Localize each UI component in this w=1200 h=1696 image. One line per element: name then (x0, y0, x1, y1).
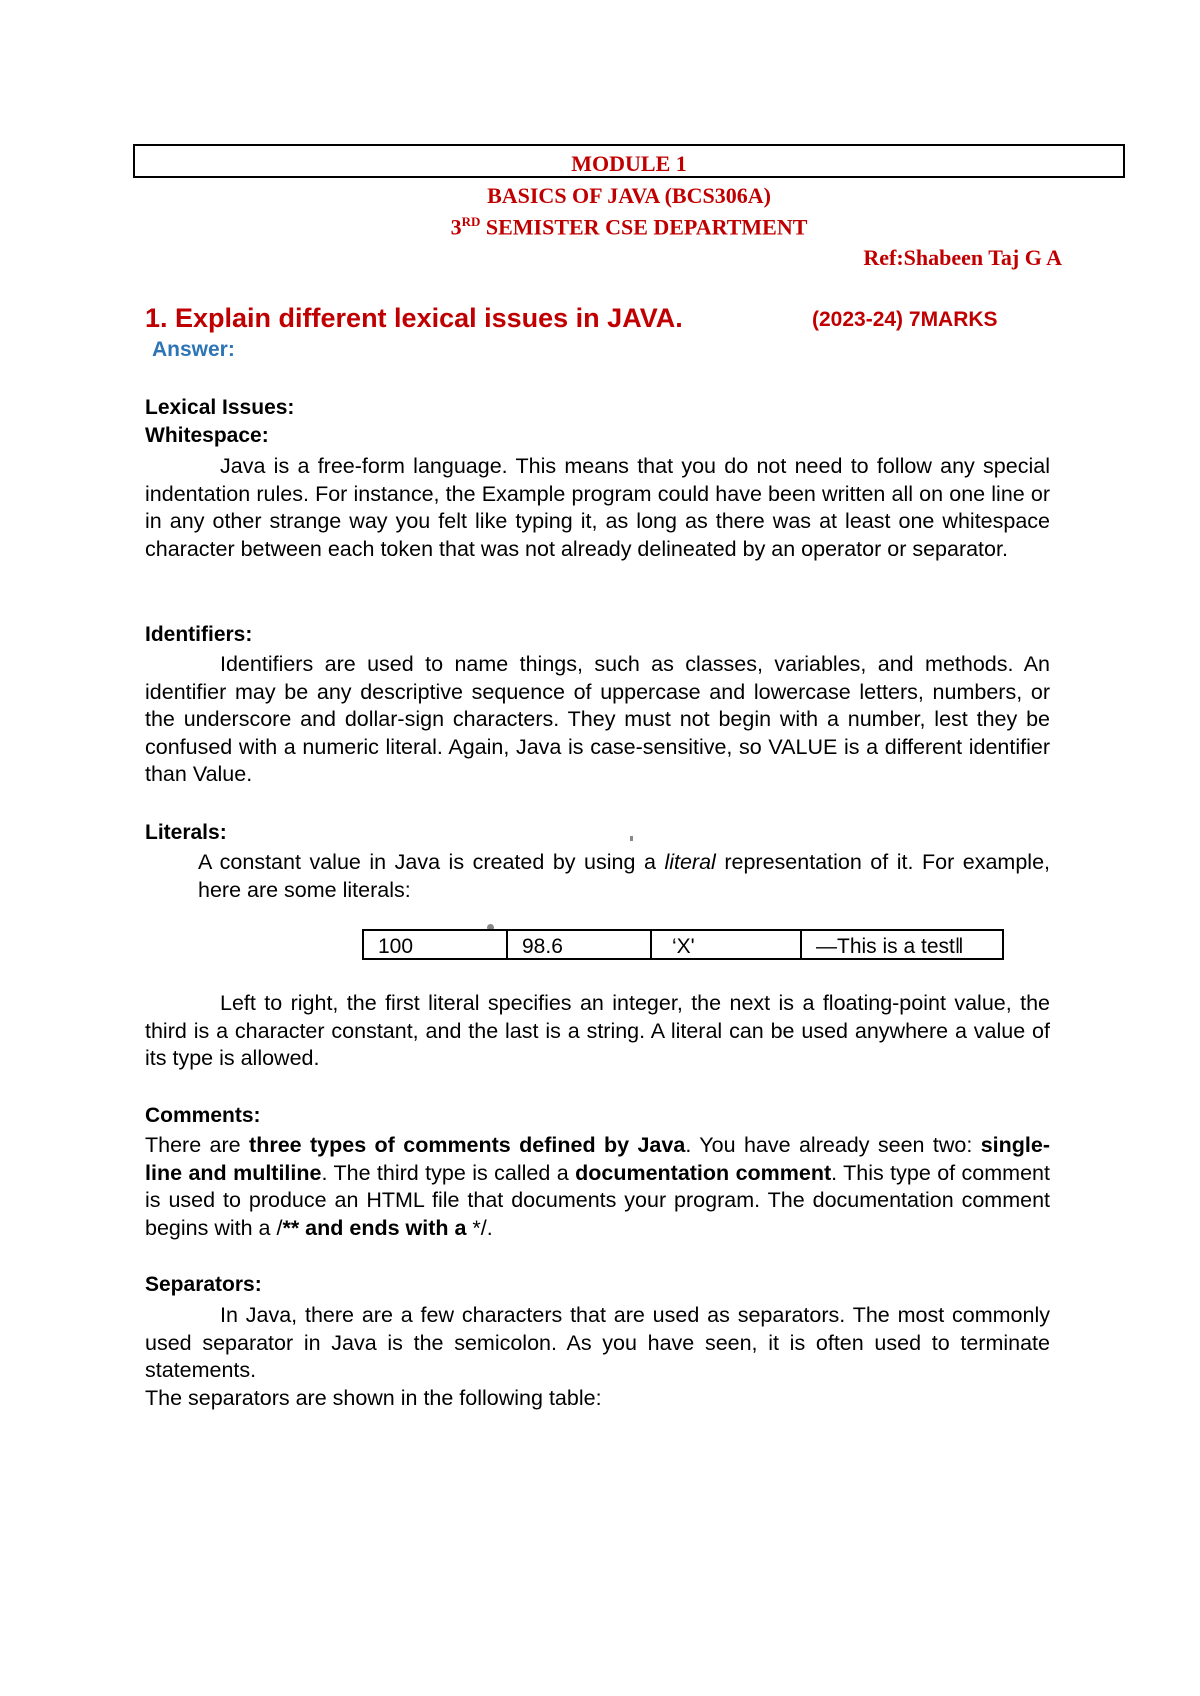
comments-b4: ** and ends with a (282, 1215, 473, 1240)
literals-after-text: Left to right, the first literal specifies an integer, the next is a floating-point value, the third is a character constant, and the last is a string. A literal can be used anywhere a value of its type is allowed. (145, 991, 1050, 1070)
comments-b2: single-line and multiline (145, 1133, 1051, 1185)
whitespace-text: Java is a free-form language. This means that you do not need to follow any special indentation rules. For instance, the Example program could have been written all on one line or in any other strange way you felt like typing it, as long as there was at least one whitespace character between each token that was not already delineated by an operator or separator. (145, 454, 1050, 561)
literals-after-paragraph (145, 990, 1050, 1073)
literal-cell: 100 (363, 930, 507, 959)
question-title: 1. Explain different lexical issues in JAVA. (145, 303, 683, 333)
semester-line (0, 214, 1200, 240)
lexical-heading: Lexical Issues: (145, 396, 295, 419)
literal-cell: ‘X' (651, 930, 801, 959)
semester-sup: RD (461, 214, 481, 229)
comments-t3: . The third type is called a (321, 1160, 576, 1185)
reference: Ref:Shabeen Taj G A (863, 245, 1062, 270)
separators-paragraph (145, 1302, 1050, 1385)
comments-t1: There are (145, 1133, 250, 1157)
literal-cell: —This is a test‖ (801, 930, 1003, 959)
comments-paragraph (145, 1132, 1050, 1242)
literals-text-pre: A constant value in Java is created by using a (198, 850, 665, 874)
semester-rest: SEMISTER CSE DEPARTMENT (480, 214, 808, 240)
identifiers-heading: Identifiers: (145, 623, 253, 646)
literals-text-em: literal (664, 850, 716, 874)
comments-b1: three types of comments defined by Java (249, 1133, 686, 1157)
comments-t2: . You have already seen two: (685, 1133, 981, 1157)
question-marks: (2023-24) 7MARKS (812, 308, 998, 331)
identifiers-paragraph (145, 651, 1050, 789)
stray-tick-mark (630, 836, 633, 841)
separators-heading: Separators: (145, 1273, 262, 1296)
literal-cell: 98.6 (507, 930, 651, 959)
whitespace-heading: Whitespace: (145, 424, 269, 447)
literals-text-post: representation of it. For example, here are some literals: (198, 850, 1050, 902)
comments-t4: . This type of comment is used to produce an HTML file that documents your program. The documentation comment begins with a / (145, 1160, 1050, 1240)
separators-after-paragraph (145, 1385, 1050, 1413)
semester-num: 3 (450, 214, 462, 240)
answer-label: Answer: (152, 338, 235, 361)
separators-after-text: The separators are shown in the following table: (145, 1386, 602, 1410)
separators-text: In Java, there are a few characters that are used as separators. The most commonly used separator in Java is the semicolon. As you have seen, it is often used to terminate statements. (145, 1303, 1050, 1382)
comments-t5: */. (472, 1215, 493, 1240)
whitespace-paragraph (145, 453, 1050, 563)
identifiers-text: Identifiers are used to name things, such as classes, variables, and methods. An identifier may be any descriptive sequence of uppercase and lowercase letters, numbers, or the underscore and dollar-sign characters. They must not begin with a number, lest they be confused with a numeric literal. Again, Java is case-sensitive, so VALUE is a different identifier than Value. (145, 652, 1050, 786)
literals-paragraph (198, 849, 1050, 904)
course-title: BASICS OF JAVA (BCS306A) (487, 183, 771, 208)
literals-table (362, 929, 1004, 960)
comments-heading: Comments: (145, 1104, 261, 1127)
comments-b3: documentation comment (575, 1160, 832, 1185)
literals-heading: Literals: (145, 821, 227, 844)
literals-table-row (363, 930, 1003, 959)
module-title: MODULE 1 (571, 151, 687, 176)
